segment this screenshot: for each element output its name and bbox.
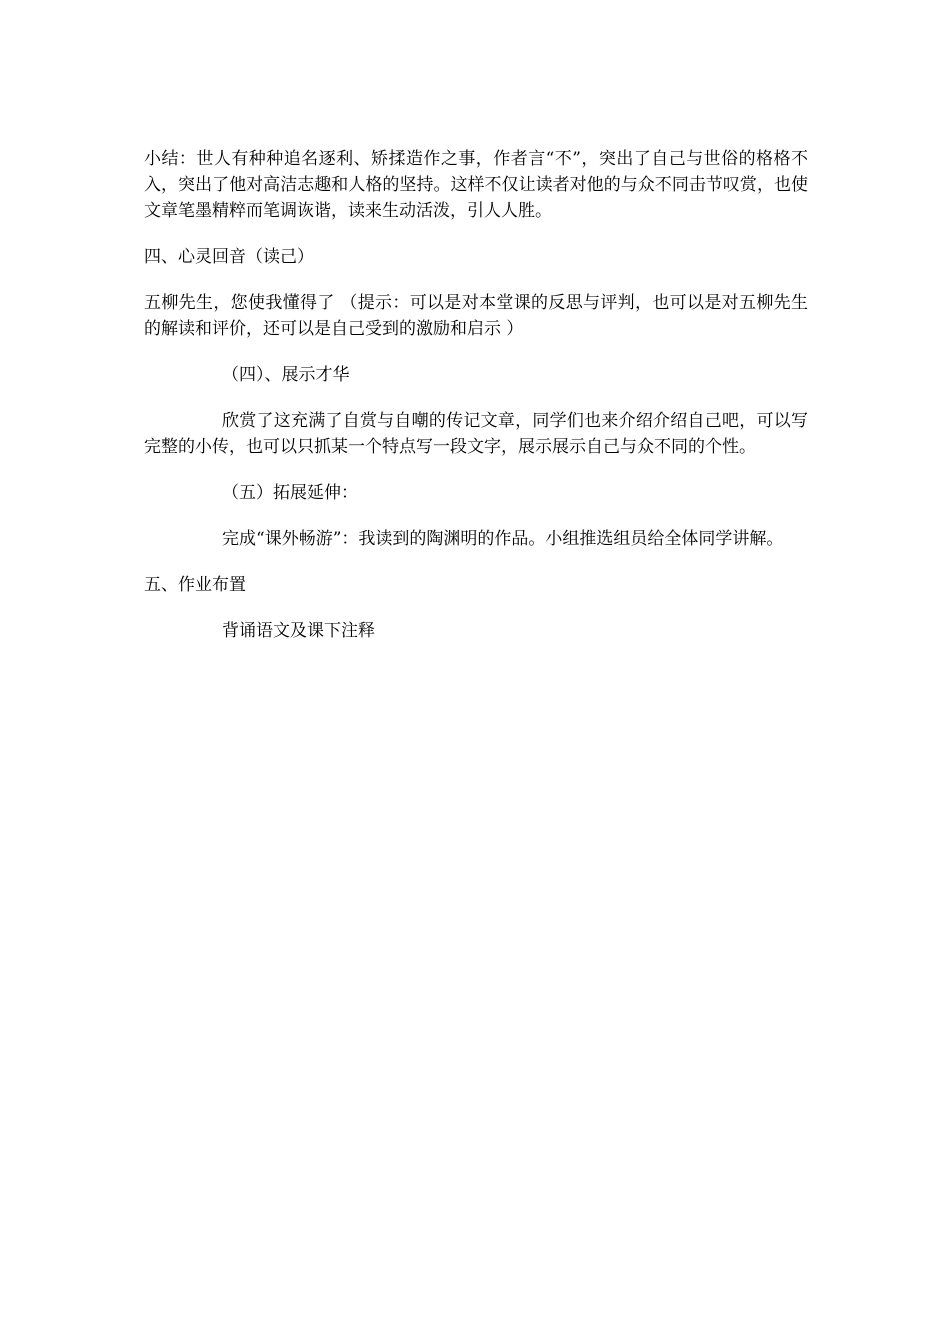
section-4-body: 五柳先生，您使我懂得了 （提示：可以是对本堂课的反思与评判，也可以是对五柳先生的解读和评价，还可以是自己受到的激励和启示 ） [144, 293, 808, 339]
summary-paragraph: 小结：世人有种种追名逐利、矫揉造作之事，作者言“不”，突出了自己与世俗的格格不入，突出了他对高洁志趣和人格的坚持。这样不仅让读者对他的与众不同击节叹赏，也使文章笔墨精粹而笔调诙谐，读来生动活泼，引人人胜。 [144, 149, 808, 221]
part-5-body: 完成“课外畅游”：我读到的陶渊明的作品。小组推选组员给全体同学讲解。 [222, 529, 784, 549]
part-4-heading: （四）、展示才华 [222, 365, 350, 385]
document-content [144, 146, 808, 664]
section-5-body: 背诵语文及课下注释 [222, 621, 375, 641]
part-4-body: 欣赏了这充满了自赏与自嘲的传记文章，同学们也来介绍介绍自己吧，可以写完整的小传，也可以只抓某一个特点写一段文字，展示展示自己与众不同的个性。 [144, 411, 808, 457]
section-5-heading: 五、作业布置 [144, 575, 246, 595]
section-4-heading: 四、心灵回音（读己） [144, 247, 314, 267]
part-5-heading: （五）拓展延伸： [222, 483, 358, 503]
